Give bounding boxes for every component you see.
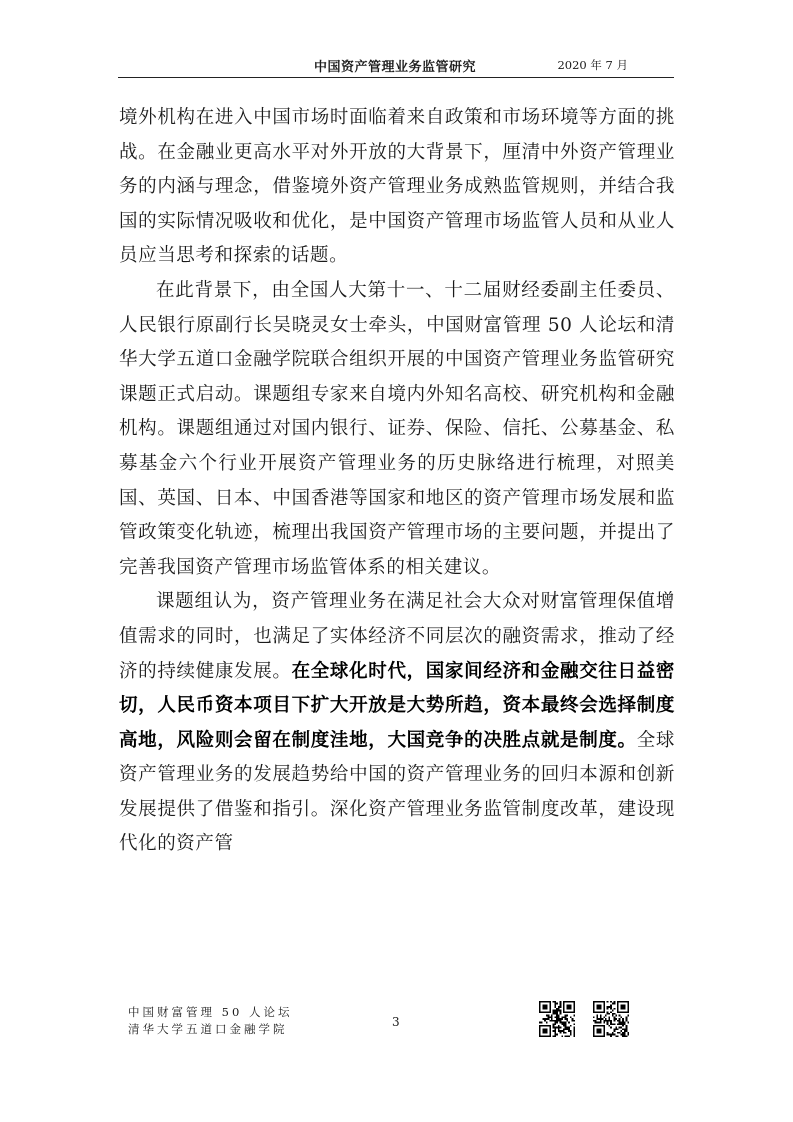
paragraph-2-text: 在此背景下，由全国人大第十一、十二届财经委副主任委员、人民银行原副行长吴晓灵女士牵头，中国财富管理 50 人论坛和清华大学五道口金融学院联合组织开展的中国资产管理业务监管研究课题正式启动。课题组专家来自境内外知名高校、研究机构和金融机构。课题组通过对国内银行、证券、保险、信托、公募基金、私募基金六个行业开展资产管理业务的历史脉络进行梳理，对照美国、英国、日本、中国香港等国家和地区的资产管理市场发展和监管政策变化轨迹，梳理出我国资产管理市场的主要问题，并提出了完善我国资产管理市场监管体系的相关建议。 bbox=[119, 279, 675, 578]
footer-org-line2: 清华大学五道口金融学院 bbox=[128, 1022, 288, 1036]
paragraph-3-text-end: 全球资产管理业务的发展趋势给中国的资产管理业务的回归本源和创新发展提供了借鉴和指引。深化资产管理业务监管制度改革，建设现代化的资产管 bbox=[119, 729, 676, 855]
paragraph-3-bold-text: 在全球化时代，国家间经济和金融交往日益密切，人民币资本项目下扩大开放是大势所趋，资本最终会选择制度高地，风险则会留在制度洼地，大国竞争的决胜点就是制度。 bbox=[119, 660, 675, 751]
qr-code-icon bbox=[539, 1001, 575, 1037]
page-header bbox=[118, 52, 674, 78]
paragraph-1 bbox=[119, 101, 675, 274]
header-title: 中国资产管理业务监管研究 bbox=[314, 60, 477, 75]
paragraph-1-text: 境外机构在进入中国市场时面临着来自政策和市场环境等方面的挑战。在金融业更高水平对外开放的大背景下，厘清中外资产管理业务的内涵与理念，借鉴境外资产管理业务成熟监管规则，并结合我国的实际情况吸收和优化，是中国资产管理市场监管人员和从业人员应当思考和探索的话题。 bbox=[119, 107, 675, 267]
paragraph-3 bbox=[119, 585, 675, 862]
header-date: 2020 年 7 月 bbox=[557, 58, 628, 72]
paragraph-2 bbox=[119, 274, 675, 585]
qr-code-icon bbox=[593, 1001, 629, 1037]
footer-org-line1: 中国财富管理 50 人论坛 bbox=[128, 1005, 293, 1019]
document-body bbox=[119, 101, 675, 862]
header-divider bbox=[118, 77, 674, 78]
footer-organization bbox=[128, 1004, 292, 1038]
paragraph-3-text-start: 课题组认为，资产管理业务在满足社会大众对财富管理保值增值需求的同时，也满足了实体经济不同层次的融资需求，推动了经济的持续健康发展。 bbox=[119, 591, 675, 682]
page-number: 3 bbox=[392, 1015, 400, 1029]
